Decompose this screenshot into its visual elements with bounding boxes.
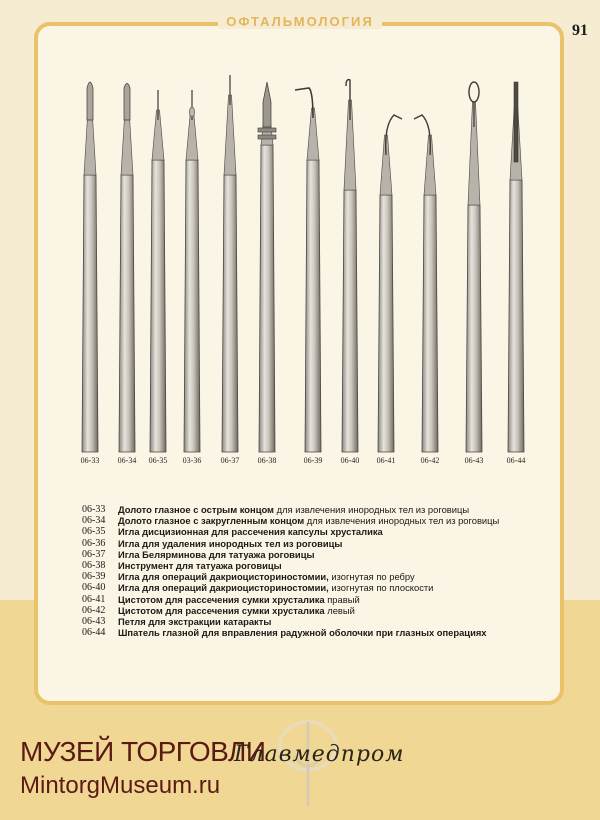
instrument-06-44	[508, 82, 524, 452]
legend-code: 06-35	[82, 526, 106, 538]
legend-row	[82, 582, 552, 593]
instrument-legend	[82, 504, 552, 638]
legend-row	[82, 560, 552, 571]
legend-code: 06-39	[82, 571, 106, 583]
legend-description: Игла дисцизионная для рассечения капсулы хрусталика	[118, 526, 383, 538]
legend-description: Долото глазное с закругленным концом для извлечения инородных тел из роговицы	[118, 515, 500, 527]
legend-description: Игла для операций дакриоцисториностомии, изогнутая по ребру	[118, 571, 415, 583]
instrument-illustrations	[70, 70, 550, 470]
instrument-code-label: 06-42	[420, 456, 440, 465]
legend-code: 06-42	[82, 604, 106, 616]
legend-description: Петля для экстракции катаракты	[118, 616, 272, 628]
legend-code: 06-36	[82, 537, 106, 549]
legend-code: 06-43	[82, 616, 106, 628]
instrument-06-38	[258, 82, 276, 452]
instrument-code-label: 06-35	[148, 456, 168, 465]
legend-code: 06-41	[82, 593, 106, 605]
legend-row	[82, 571, 552, 582]
legend-row	[82, 515, 552, 526]
instrument-code-label: 03-36	[182, 456, 202, 465]
instrument-06-34	[119, 84, 135, 453]
legend-row	[82, 549, 552, 560]
instrument-code-label: 06-43	[464, 456, 484, 465]
legend-row	[82, 538, 552, 549]
instrument-06-37	[222, 75, 238, 452]
legend-description: Игла для удаления инородных тел из роговицы	[118, 537, 343, 549]
instrument-code-label: 06-39	[303, 456, 323, 465]
legend-description: Инструмент для татуажа роговицы	[118, 560, 282, 572]
legend-description: Шпатель глазной для вправления радужной оболочки при глазных операциях	[118, 627, 487, 639]
instrument-code-label: 06-40	[340, 456, 360, 465]
legend-description: Цистотом для рассечения сумки хрусталика левый	[118, 604, 355, 616]
instrument-06-33	[82, 82, 98, 452]
instrument-code-label: 06-37	[220, 456, 240, 465]
instrument-06-42	[414, 115, 438, 452]
legend-row	[82, 594, 552, 605]
instrument-drawing	[70, 70, 550, 470]
publisher-name: Главмедпром	[234, 742, 405, 767]
legend-description: Цистотом для рассечения сумки хрусталика правый	[118, 593, 360, 605]
legend-row	[82, 526, 552, 537]
instrument-code-label: 06-38	[257, 456, 277, 465]
legend-row	[82, 504, 552, 515]
instrument-code-label: 06-33	[80, 456, 100, 465]
legend-description: Игла Белярминова для татуажа роговицы	[118, 548, 315, 560]
legend-description: Игла для операций дакриоцисториностомии, изогнутая по плоскости	[118, 582, 434, 594]
instrument-06-43	[466, 82, 482, 452]
instrument-06-41	[378, 115, 402, 452]
instrument-06-35	[150, 90, 166, 452]
instrument-code-label: 06-44	[506, 456, 526, 465]
instrument-code-label: 06-41	[376, 456, 396, 465]
legend-row	[82, 627, 552, 638]
legend-row	[82, 616, 552, 627]
legend-code: 06-44	[82, 627, 106, 639]
legend-row	[82, 605, 552, 616]
museum-url: MintorgMuseum.ru	[20, 772, 221, 799]
instrument-03-36	[184, 90, 200, 452]
legend-code: 06-37	[82, 548, 106, 560]
legend-code: 06-34	[82, 515, 106, 527]
section-title: ОФТАЛЬМОЛОГИЯ	[0, 14, 600, 29]
instrument-code-label: 06-34	[117, 456, 137, 465]
legend-code: 06-38	[82, 560, 106, 572]
page-number: 91	[572, 22, 588, 39]
legend-description: Долото глазное с острым концом для извлечения инородных тел из роговицы	[118, 504, 470, 515]
legend-code: 06-40	[82, 582, 106, 594]
museum-watermark: МУЗЕЙ ТОРГОВЛИ	[20, 736, 266, 767]
legend-code: 06-33	[82, 504, 106, 515]
instrument-06-39	[295, 88, 321, 452]
instrument-06-40	[342, 80, 358, 452]
